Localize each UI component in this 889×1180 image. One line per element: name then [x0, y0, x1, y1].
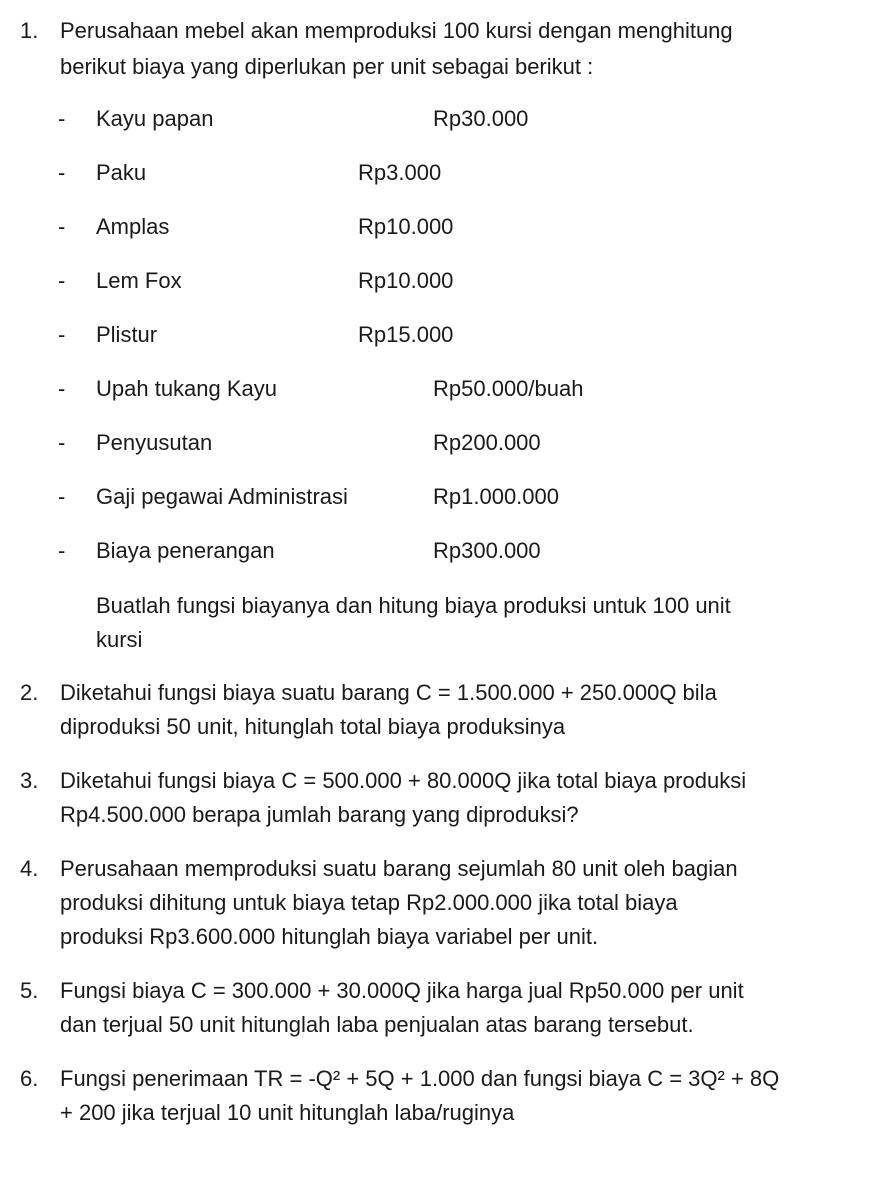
question-number: 6. — [20, 1066, 39, 1091]
cost-item-name: Gaji pegawai Administrasi — [96, 484, 348, 509]
question-text-line: berikut biaya yang diperlukan per unit sebagai berikut : — [60, 54, 594, 79]
question-text-line: Fungsi penerimaan TR = -Q² + 5Q + 1.000 dan fungsi biaya C = 3Q² + 8Q — [60, 1066, 780, 1091]
list-dash: - — [58, 322, 66, 347]
question-text-line: Perusahaan memproduksi suatu barang sejumlah 80 unit oleh bagian — [60, 856, 738, 881]
cost-item-name: Plistur — [96, 322, 158, 347]
question-text-line: + 200 jika terjual 10 unit hitunglah laba/ruginya — [60, 1100, 515, 1125]
cost-item-name: Amplas — [96, 214, 170, 239]
question-text-line: produksi Rp3.600.000 hitunglah biaya variabel per unit. — [60, 924, 599, 949]
question-text-line: Fungsi biaya C = 300.000 + 30.000Q jika harga jual Rp50.000 per unit — [60, 978, 744, 1003]
cost-item-price: Rp3.000 — [358, 160, 442, 185]
question-task-line: Buatlah fungsi biayanya dan hitung biaya produksi untuk 100 unit — [96, 593, 731, 618]
question-text-line: produksi dihitung untuk biaya tetap Rp2.000.000 jika total biaya — [60, 890, 678, 915]
question-text-line: diproduksi 50 unit, hitunglah total biaya produksinya — [60, 714, 566, 739]
cost-item-price: Rp10.000 — [358, 268, 454, 293]
cost-item-name: Biaya penerangan — [96, 538, 275, 563]
list-dash: - — [58, 106, 66, 131]
list-dash: - — [58, 484, 66, 509]
list-dash: - — [58, 160, 66, 185]
list-dash: - — [58, 376, 66, 401]
question-number: 5. — [20, 978, 39, 1003]
cost-item-price: Rp300.000 — [433, 538, 541, 563]
question-text-line: dan terjual 50 unit hitunglah laba penjualan atas barang tersebut. — [60, 1012, 694, 1037]
question-text-line: Rp4.500.000 berapa jumlah barang yang diproduksi? — [60, 802, 579, 827]
question-number: 1. — [20, 18, 39, 43]
cost-item-price: Rp10.000 — [358, 214, 454, 239]
list-dash: - — [58, 538, 66, 563]
list-dash: - — [58, 214, 66, 239]
cost-item-price: Rp50.000/buah — [433, 376, 584, 401]
cost-item-price: Rp30.000 — [433, 106, 529, 131]
cost-item-name: Lem Fox — [96, 268, 182, 293]
cost-item-price: Rp15.000 — [358, 322, 454, 347]
cost-item-price: Rp1.000.000 — [433, 484, 559, 509]
cost-item-name: Kayu papan — [96, 106, 214, 131]
list-dash: - — [58, 268, 66, 293]
question-number: 4. — [20, 856, 39, 881]
cost-item-name: Upah tukang Kayu — [96, 376, 278, 401]
cost-item-name: Penyusutan — [96, 430, 213, 455]
question-text-line: Diketahui fungsi biaya suatu barang C = 1.500.000 + 250.000Q bila — [60, 680, 717, 705]
question-text-line: Diketahui fungsi biaya C = 500.000 + 80.000Q jika total biaya produksi — [60, 768, 747, 793]
question-text-line: Perusahaan mebel akan memproduksi 100 kursi dengan menghitung — [60, 18, 733, 43]
cost-item-name: Paku — [96, 160, 147, 185]
list-dash: - — [58, 430, 66, 455]
question-task-line: kursi — [96, 627, 143, 652]
question-number: 3. — [20, 768, 39, 793]
question-number: 2. — [20, 680, 39, 705]
cost-item-price: Rp200.000 — [433, 430, 541, 455]
